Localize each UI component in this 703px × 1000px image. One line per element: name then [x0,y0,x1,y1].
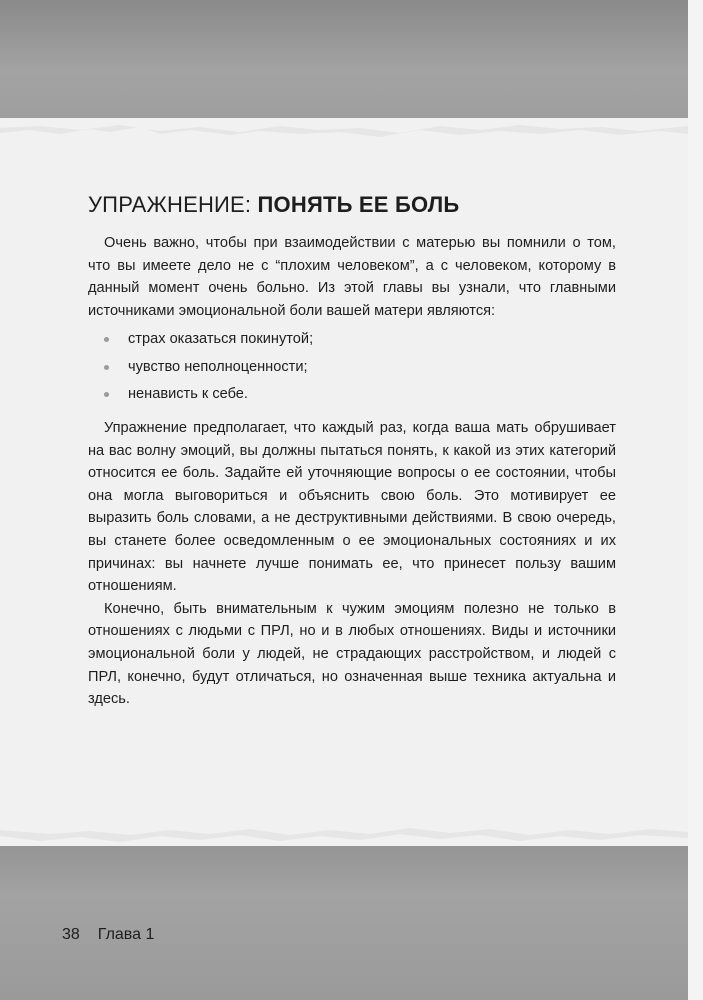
chapter-label: Глава 1 [97,926,155,943]
exercise-title [88,192,459,218]
exercise-body [88,417,616,711]
intro-paragraph [88,232,616,322]
title-prefix: УПРАЖНЕНИЕ: [88,192,252,217]
page-number: 38 [62,926,80,943]
body-paragraph: Конечно, быть внимательным к чужим эмоциям полезно не только в отношениях с людьми с ПРЛ, но и в любых отношениях. Виды и источники эмоциональной боли у людей, не страдающих расстройством, и людей с ПРЛ, конечно, будут отличаться, но означенная выше техника актуальна и здесь. [88,600,616,708]
page-gutter [688,0,703,1000]
intro-text: Очень важно, чтобы при взаимодействии с матерью вы помнили о том, что вы имеете дело не с “плохим человеком”, а с человеком, которому в данный момент очень больно. Из этой главы вы узнали, что главными источниками эмоциональной боли вашей матери являются: [88,235,616,319]
body-paragraph: Упражнение предполагает, что каждый раз, когда ваша мать обрушивает на вас волну эмоций, вы должны пытаться понять, к какой из этих категорий относится ее боль. Задайте ей уточняющие вопросы о ее состоянии, чтобы она могла выговориться и объяснить свою боль. Это мотивирует ее выразить боль словами, а не деструктивными действиями. В свою очередь, вы станете более осведомленным о ее эмоциональных состояниях и их причинах: вы начнете лучше понимать ее, что принесет пользу вашим отношениям. [88,420,616,595]
title-main: ПОНЯТЬ ЕЕ БОЛЬ [257,192,460,217]
list-item: страх оказаться покинутой; [102,328,313,356]
list-item: чувство неполноценности; [102,356,313,384]
pain-sources-list [102,328,313,411]
list-item: ненависть к себе. [102,383,313,411]
bottom-torn-edge [0,818,688,862]
page-footer [62,926,172,944]
top-torn-edge [0,108,688,148]
